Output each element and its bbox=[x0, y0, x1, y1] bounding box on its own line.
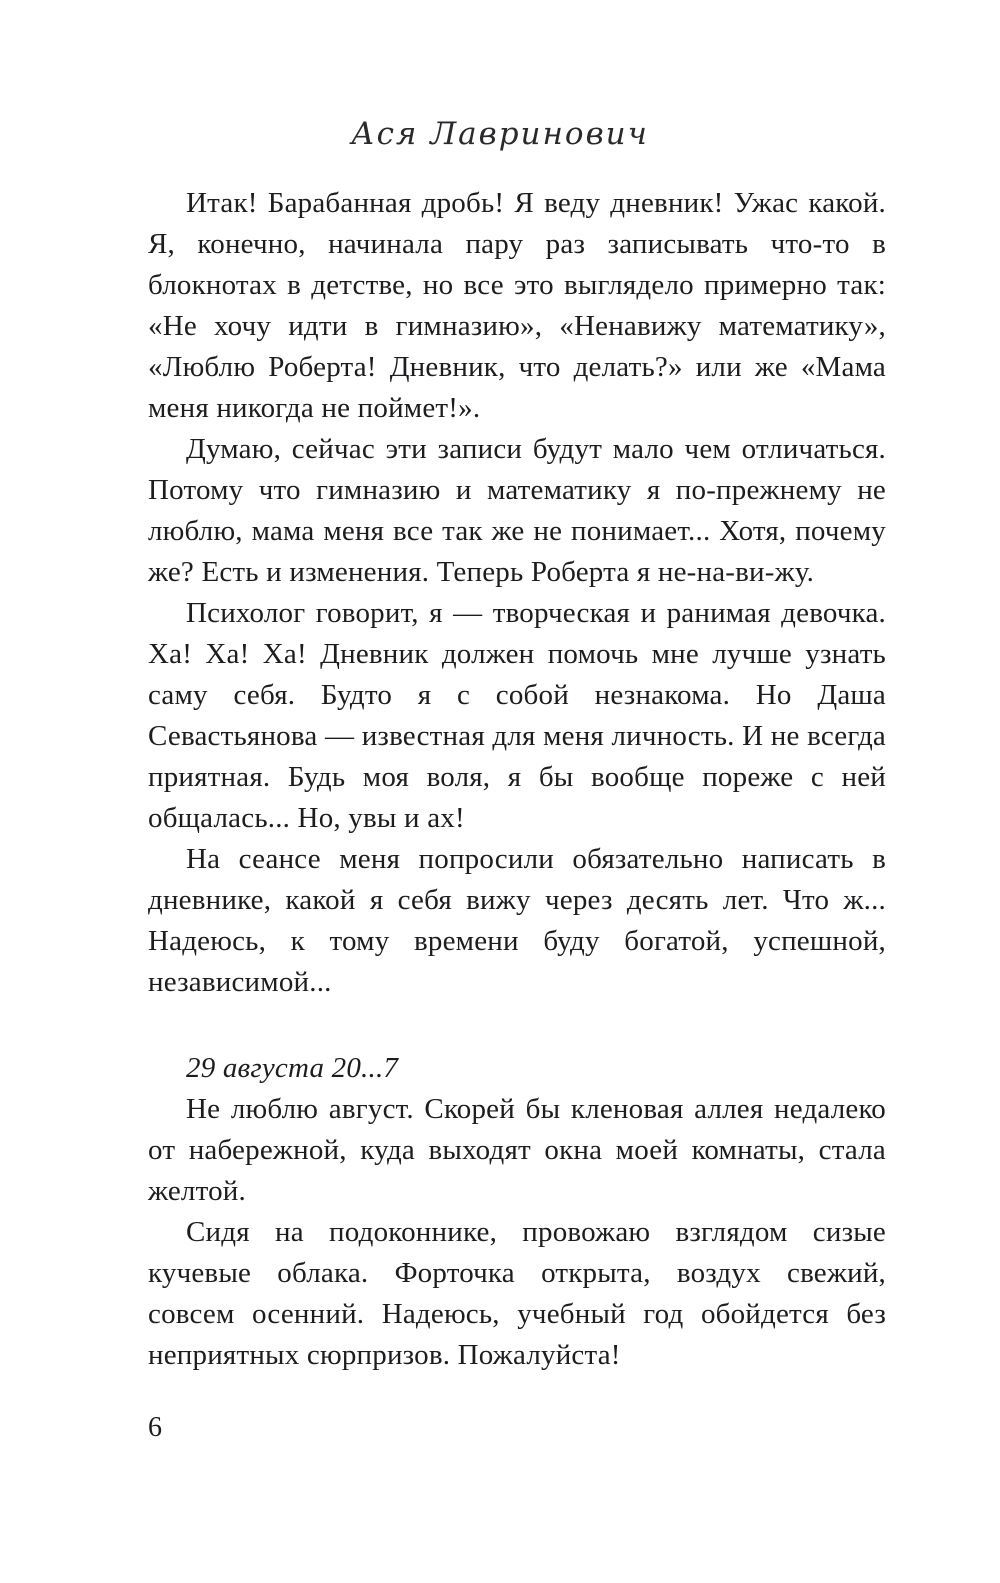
date-heading: 29 августа 20...7 bbox=[186, 1052, 399, 1084]
body-paragraph: Думаю, сейчас эти записи будут мало чем отличаться. Потому что гимназию и математику я по-прежнему не люблю, мама меня все так же не понимает... Хотя, почему же? Есть и изменения. Теперь Роберта я не-на-ви-жу. bbox=[148, 433, 886, 588]
body-paragraph: Не люблю август. Скорей бы кленовая аллея недалеко от набережной, куда выходят окна моей комнаты, стала желтой. bbox=[148, 1093, 886, 1207]
body-paragraph: Итак! Барабанная дробь! Я веду дневник! Ужас какой. Я, конечно, начинала пару раз записывать что-то в блокнотах в детстве, но все это выглядело примерно так: «Не хочу идти в гимназию», «Ненавижу математику», «Люблю Роберта! Дневник, что делать?» или же «Мама меня никогда не поймет!». bbox=[148, 187, 886, 424]
page-text-block bbox=[148, 183, 886, 1376]
running-header-author: Ася Лавринович bbox=[351, 116, 649, 152]
page-number: 6 bbox=[148, 1412, 162, 1443]
body-paragraph: Сидя на подоконнике, провожаю взглядом сизые кучевые облака. Форточка открыта, воздух свежий, совсем осенний. Надеюсь, учебный год обойдется без неприятных сюрпризов. Пожалуйста! bbox=[148, 1216, 886, 1371]
body-paragraph: Психолог говорит, я — творческая и ранимая девочка. Ха! Ха! Ха! Дневник должен помочь мне лучше узнать саму себя. Будто я с собой незнакома. Но Даша Севастьянова — известная для меня личность. И не всегда приятная. Будь моя воля, я бы вообще пореже с ней общалась... Но, увы и ах! bbox=[148, 597, 886, 834]
body-paragraph: На сеансе меня попросили обязательно написать в дневнике, какой я себя вижу через десять лет. Что ж... Надеюсь, к тому времени буду богатой, успешной, независимой... bbox=[148, 843, 886, 998]
